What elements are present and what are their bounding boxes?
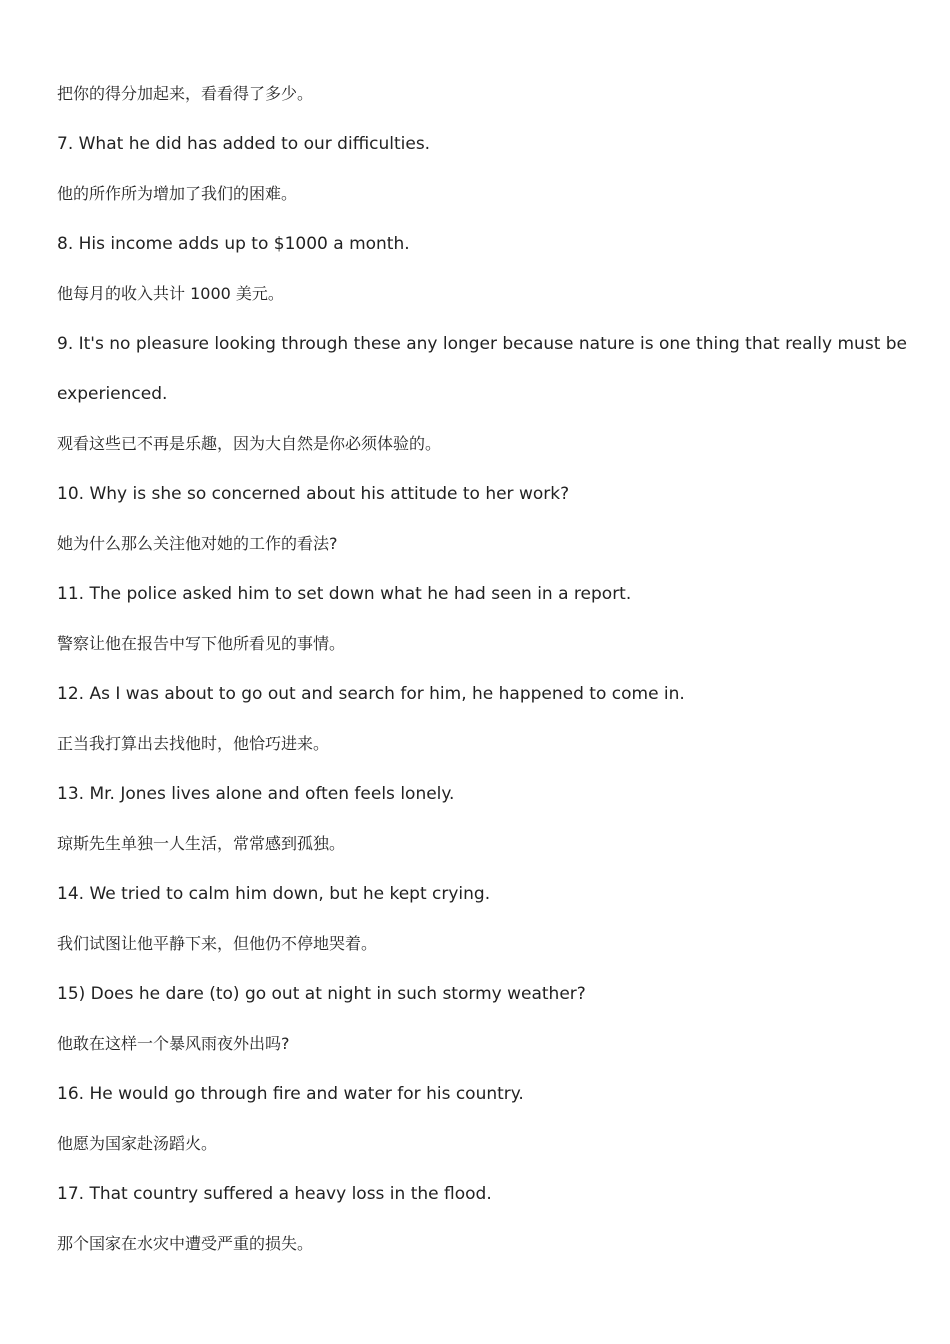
text-line: 他的所作所为增加了我们的困难。 — [57, 184, 298, 203]
text-line: 那个国家在水灾中遭受严重的损失。 — [57, 1234, 314, 1253]
text-line: 16. He would go through fire and water for his country. — [57, 1084, 524, 1104]
text-line: 8. His income adds up to $1000 a month. — [57, 234, 410, 254]
text-line: 他每月的收入共计 1000 美元。 — [57, 284, 284, 303]
text-line: 13. Mr. Jones lives alone and often feels lonely. — [57, 784, 455, 804]
text-line: 14. We tried to calm him down, but he kept crying. — [57, 884, 491, 904]
text-line: 我们试图让他平静下来，但他仍不停地哭着。 — [57, 934, 378, 953]
text-line: 12. As I was about to go out and search for him, he happened to come in. — [57, 684, 685, 704]
text-line: 他愿为国家赴汤蹈火。 — [57, 1134, 218, 1153]
text-line: 警察让他在报告中写下他所看见的事情。 — [57, 634, 346, 653]
text-line: 观看这些已不再是乐趣，因为大自然是你必须体验的。 — [57, 434, 442, 453]
text-line: experienced. — [57, 384, 168, 404]
text-line: 10. Why is she so concerned about his attitude to her work? — [57, 484, 570, 504]
text-line: 他敢在这样一个暴风雨夜外出吗? — [57, 1034, 290, 1053]
text-line: 9. It's no pleasure looking through these any longer because nature is one thing that really must be — [57, 334, 908, 354]
text-line: 17. That country suffered a heavy loss in the flood. — [57, 1184, 492, 1204]
text-line: 11. The police asked him to set down what he had seen in a report. — [57, 584, 632, 604]
text-line: 15) Does he dare (to) go out at night in such stormy weather? — [57, 984, 586, 1004]
text-line: 把你的得分加起来，看看得了多少。 — [57, 84, 314, 103]
text-line: 她为什么那么关注他对她的工作的看法? — [57, 534, 338, 553]
text-line: 琼斯先生单独一人生活，常常感到孤独。 — [57, 834, 346, 853]
text-line: 7. What he did has added to our difficulties. — [57, 134, 431, 154]
document-body — [57, 69, 908, 1269]
text-line: 正当我打算出去找他时，他恰巧进来。 — [57, 734, 330, 753]
